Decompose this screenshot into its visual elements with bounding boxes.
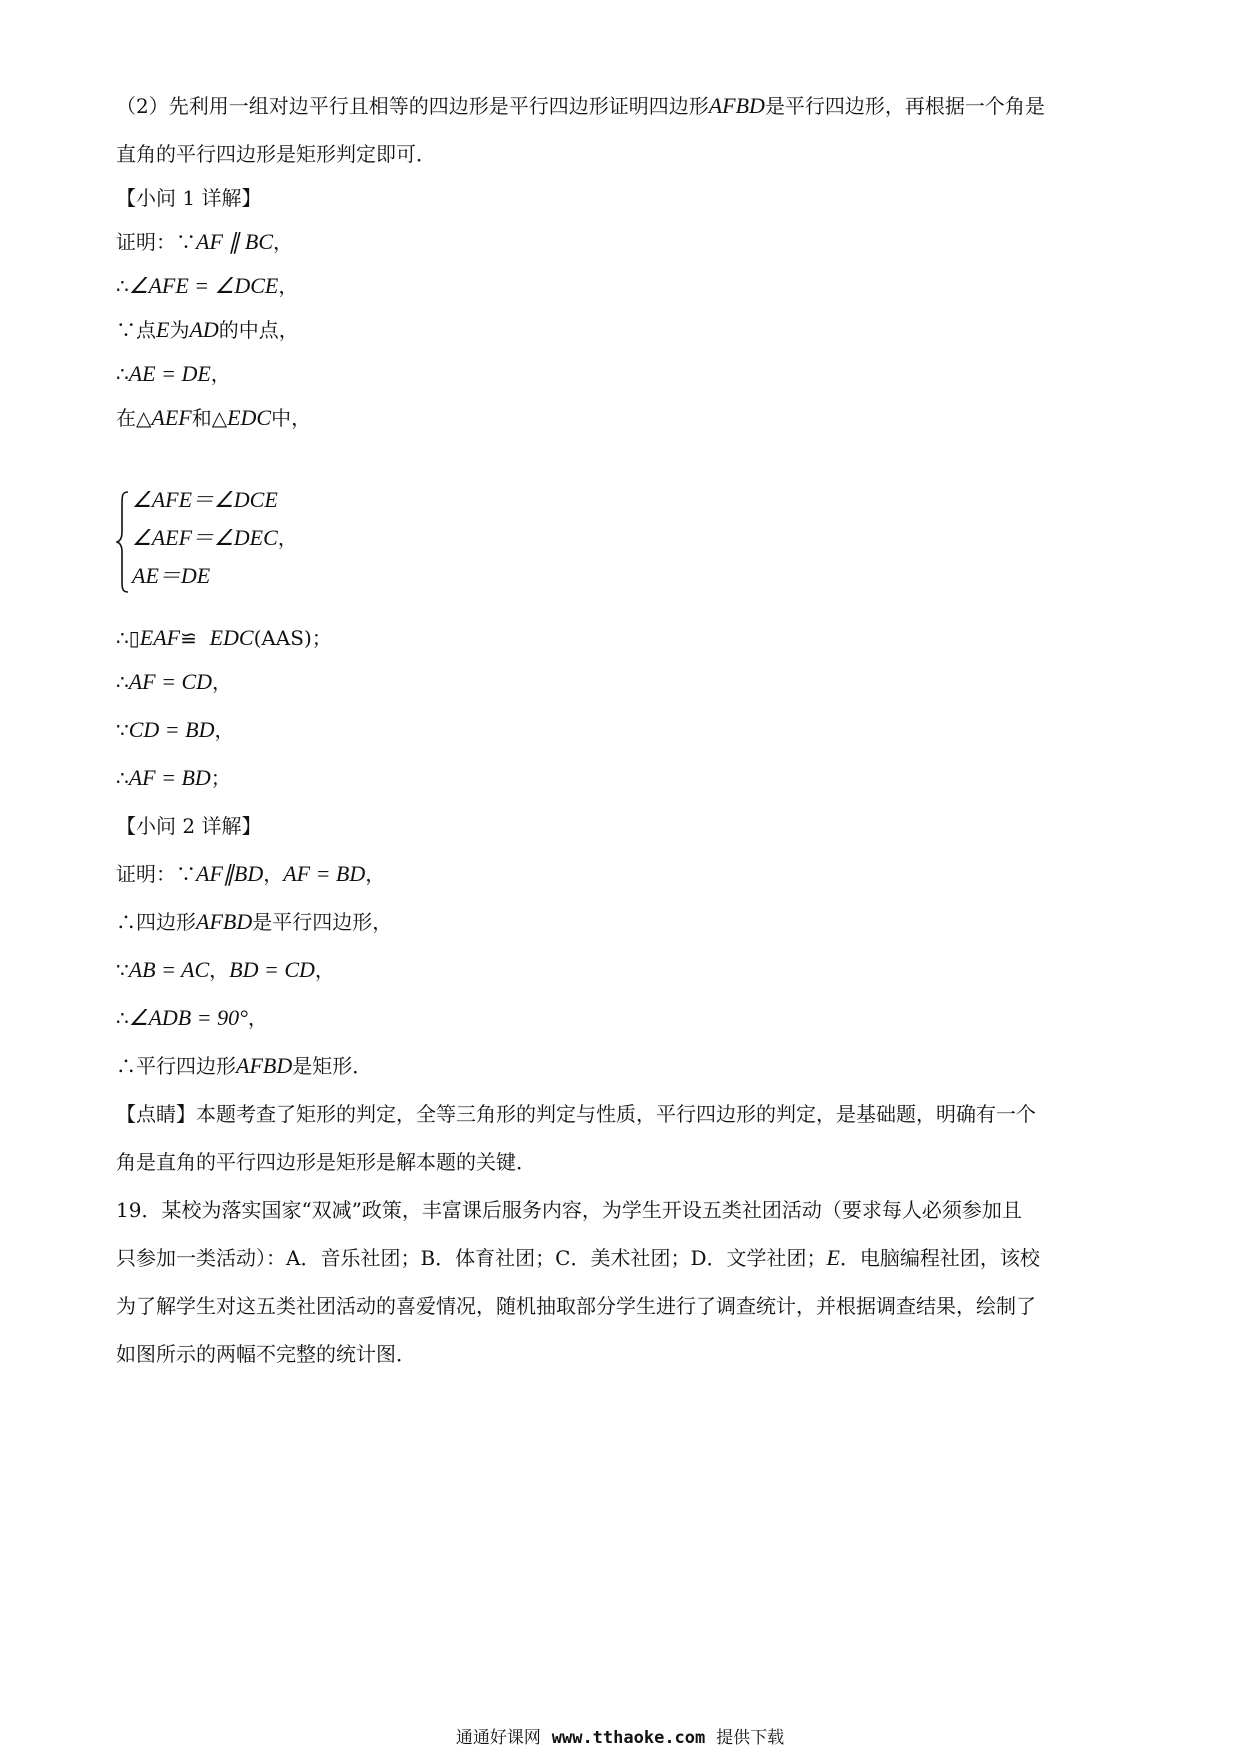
footer-site-name: 通通好课网 — [455, 1728, 541, 1748]
comment-line-1: 【点睛】本题考查了矩形的判定，全等三角形的判定与性质，平行四边形的判定，是基础题，明确有一个 — [116, 1102, 1036, 1126]
system-row-1: ∠AFE＝∠DCE — [132, 487, 278, 512]
part2-step-1: 证明：∵AF∥BD，AF = BD， — [116, 861, 386, 886]
equation-system — [116, 486, 516, 606]
footer-url-link[interactable]: www.tthaoke.com — [551, 1728, 706, 1748]
part2-step-2: ∴四边形AFBD是平行四边形， — [116, 909, 393, 934]
part1-step-2: ∴∠AFE = ∠DCE， — [116, 273, 299, 298]
solution-2-line-2: 直角的平行四边形是矩形判定即可． — [116, 142, 436, 166]
part1-step-6: ∴▯EAF≌ EDC(AAS)； — [116, 625, 332, 650]
footer-suffix: 提供下载 — [716, 1728, 785, 1748]
system-row-2: ∠AEF＝∠DEC， — [132, 525, 298, 550]
part1-step-7: ∴AF = CD， — [116, 669, 233, 694]
comment-line-2: 角是直角的平行四边形是矩形是解本题的关键． — [116, 1150, 536, 1174]
part1-step-3: ∵点E为AD的中点， — [116, 317, 299, 342]
page-footer — [0, 1727, 1240, 1749]
part1-step-1: 证明：∵AF ∥ BC， — [116, 229, 293, 254]
part1-step-8: ∵CD = BD， — [116, 717, 235, 742]
question-19-line-1: 19．某校为落实国家“双减”政策，丰富课后服务内容，为学生开设五类社团活动（要求每人必须参加且 — [116, 1198, 1022, 1222]
part1-step-5: 在△AEF和△EDC中， — [116, 405, 312, 430]
question-19-line-2: 只参加一类活动）：A．音乐社团；B．体育社团；C．美术社团；D．文学社团；E．电脑编程社团，该校 — [116, 1245, 1040, 1270]
part2-step-4: ∴∠ADB = 90°， — [116, 1005, 268, 1030]
triangle-glyph: ▯ — [128, 626, 140, 650]
solution-2-line-1: （2）先利用一组对边平行且相等的四边形是平行四边形证明四边形AFBD是平行四边形，再根据一个角是 — [116, 93, 1045, 118]
math-afbd: AFBD — [708, 93, 765, 118]
question-19-line-4: 如图所示的两幅不完整的统计图． — [116, 1342, 416, 1366]
left-brace-icon — [116, 490, 130, 594]
part1-step-9: ∴AF = BD； — [116, 765, 231, 790]
part2-heading: 【小问 2 详解】 — [116, 814, 262, 838]
question-19-line-3: 为了解学生对这五类社团活动的喜爱情况，随机抽取部分学生进行了调查统计，并根据调查结果，绘制了 — [116, 1294, 1036, 1318]
part2-step-5: ∴平行四边形AFBD是矩形． — [116, 1053, 373, 1078]
part2-step-3: ∵AB = AC，BD = CD， — [116, 957, 335, 982]
part1-step-4: ∴AE = DE， — [116, 361, 231, 386]
system-row-3: AE＝DE — [132, 563, 211, 588]
part1-heading: 【小问 1 详解】 — [116, 186, 262, 210]
